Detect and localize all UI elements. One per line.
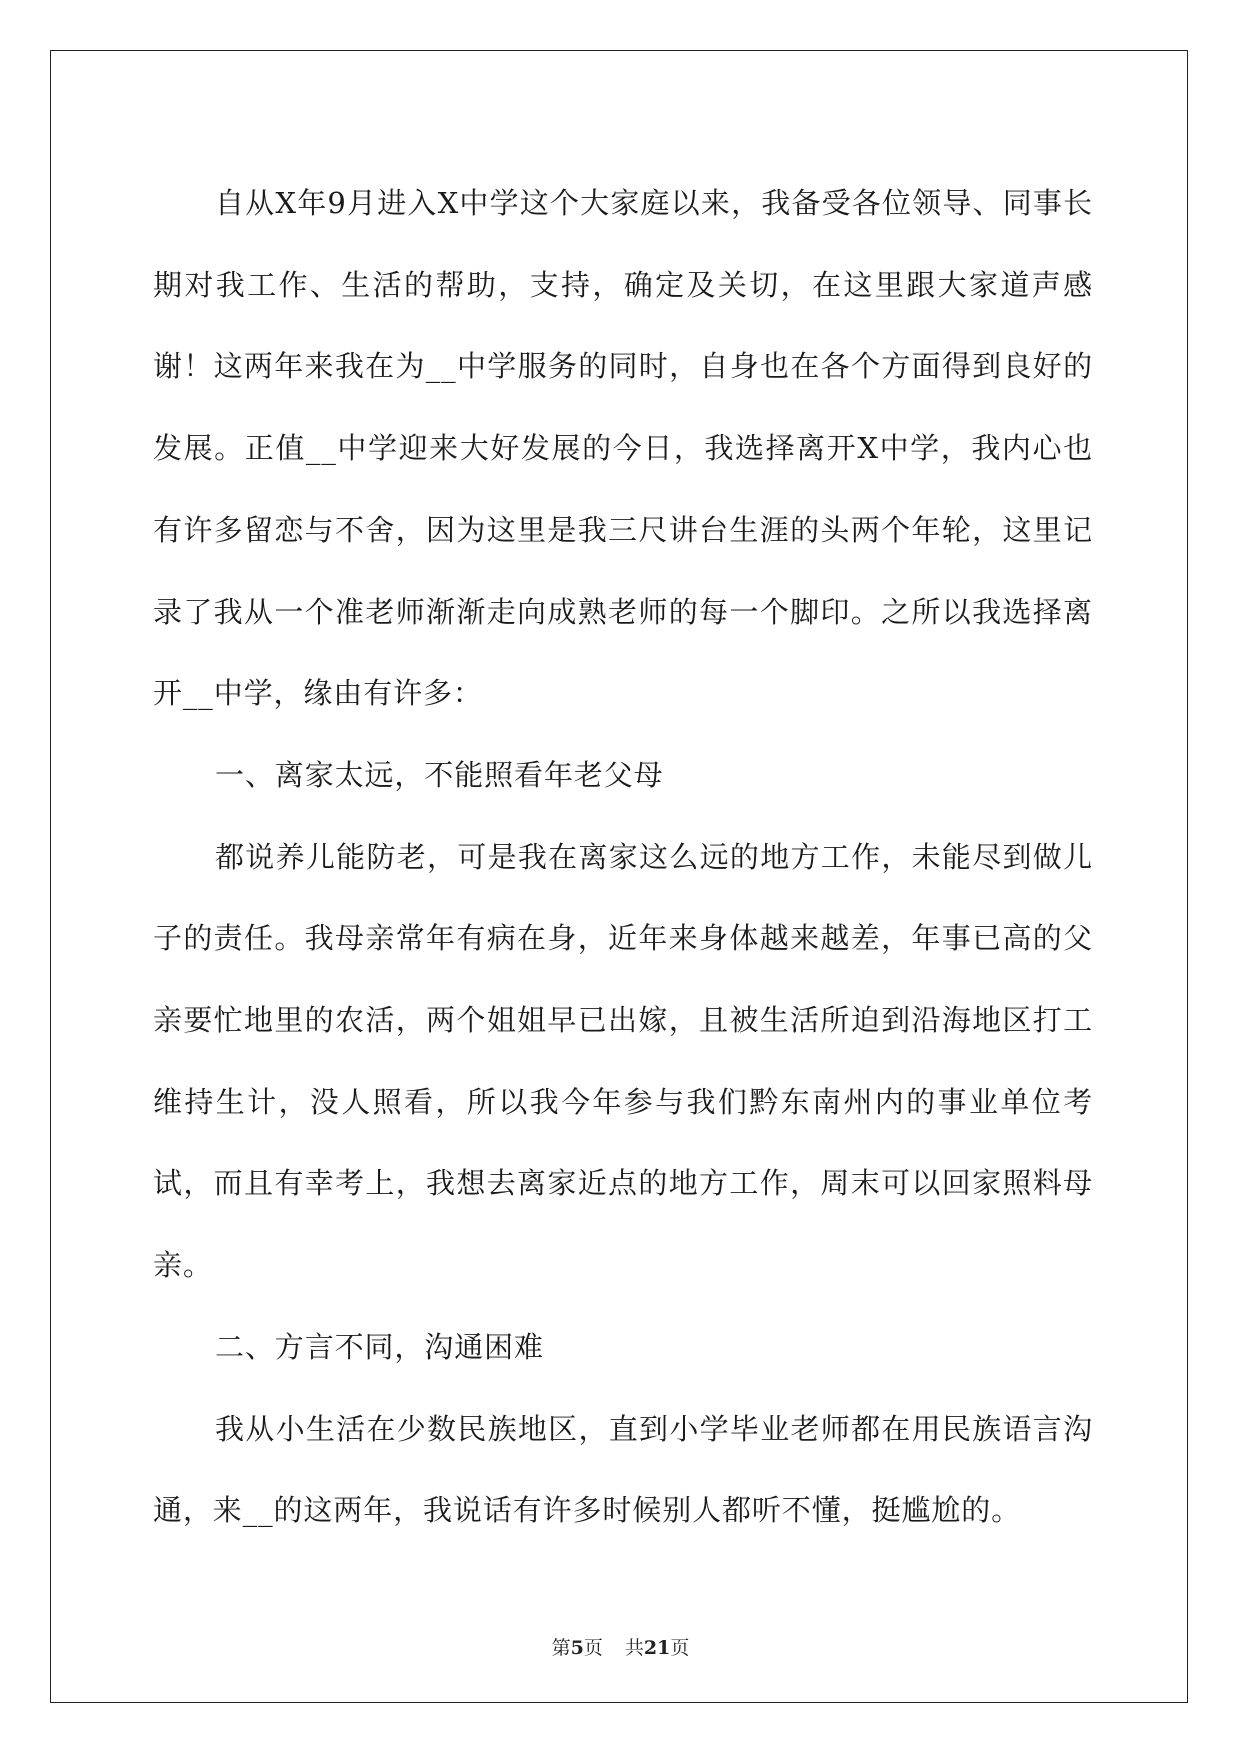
heading-reason-two: 二、方言不同，沟通困难 <box>215 1329 544 1364</box>
page-suffix: 页 <box>583 1637 603 1659</box>
heading-reason-one: 一、离家太远，不能照看年老父母 <box>215 757 664 792</box>
page-number: 5 <box>570 1637 584 1659</box>
total-suffix: 页 <box>670 1637 690 1659</box>
paragraph-reason-two: 我从小生活在少数民族地区，直到小学毕业老师都在用民族语言沟通，来__的这两年，我说话有许多时候别人都听不懂，挺尴尬的。 <box>153 1411 1093 1528</box>
paragraph-intro: 自从X年9月进入X中学这个大家庭以来，我备受各位领导、同事长期对我工作、生活的帮助，支持，确定及关切，在这里跟大家道声感谢！这两年来我在为__中学服务的同时，自身也在各个方面得到良好的发展。正值__中学迎来大好发展的今日，我选择离开X中学，我内心也有许多留恋与不舍，因为这里是我三尺讲台生涯的头两个年轮，这里记录了我从一个准老师渐渐走向成熟老师的每一个脚印。之所以我选择离开__中学，缘由有许多： <box>153 186 1093 711</box>
page-prefix: 第 <box>551 1637 571 1659</box>
total-prefix: 共 <box>624 1637 644 1659</box>
document-body <box>153 163 1093 1552</box>
paragraph-reason-one: 都说养儿能防老，可是我在离家这么远的地方工作，未能尽到做儿子的责任。我母亲常年有病在身，近年来身体越来越差，年事已高的父亲要忙地里的农活，两个姐姐早已出嫁，且被生活所迫到沿海地区打工维持生计，没人照看，所以我今年参与我们黔东南州内的事业单位考试，而且有幸考上，我想去离家近点的地方工作，周末可以回家照料母亲。 <box>153 839 1093 1283</box>
total-pages: 21 <box>643 1637 671 1659</box>
page-footer <box>0 1636 1241 1660</box>
